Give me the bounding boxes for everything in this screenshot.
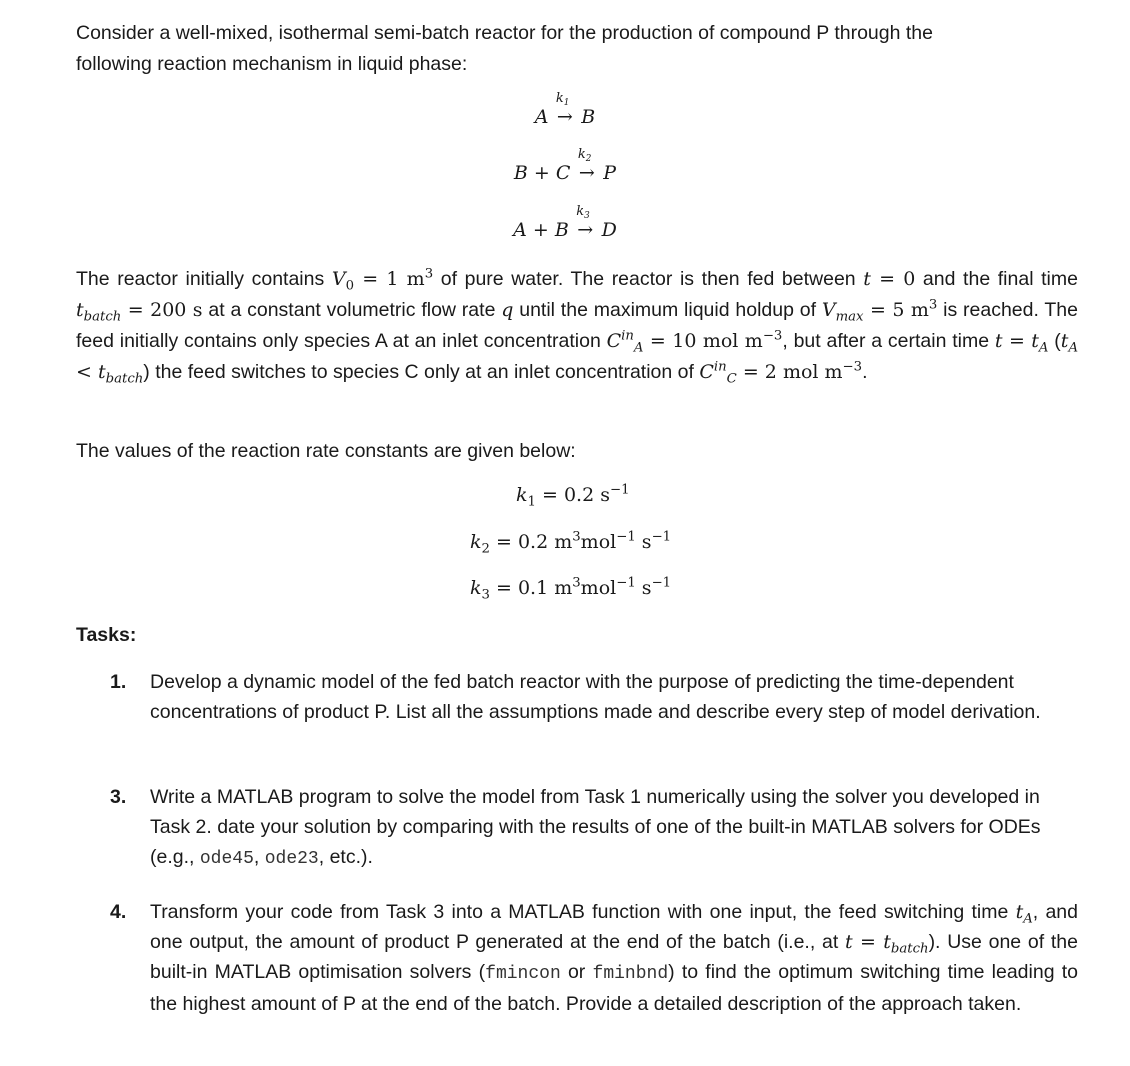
rate-constant-k3: $k_3 = 0.1$ $m^3mol^{-1}$ $s^{-1}$ xyxy=(470,575,672,603)
rates-intro: The values of the reaction rate constants are given below: xyxy=(76,440,576,462)
reaction-3: A + B $k_3$ → D xyxy=(513,204,617,241)
reaction-2: B + C $k_2$ → P xyxy=(513,147,617,184)
rate-constant-k1: $k_1 = 0.2$ $s^{-1}$ xyxy=(516,482,630,510)
reactor-description: The reactor initially contains $V_0 = 1$ $m^3$ of pure water. The reactor is then fed between t = 0 and the final time $t_{batch} = 200$ s at a constant volumetric flow rate q until the maximum liquid holdup of $V_{max} = 5$ $m^3$ is reached. The feed initially contains only species A at an inlet concentration $C^{in}_A = 10$ mol $m^{-3}$, but after a certain time $t = t_A$ $(t_A < t_{batch})$ the feed switches to species C only at an inlet concentration of $C^{in}_C = 2$ mol $m^{-3}$. xyxy=(76,266,1079,387)
intro-line-1: Consider a well-mixed, isothermal semi-batch reactor for the production of compound P through the xyxy=(76,22,933,44)
reaction-1: A $k_1$ → B xyxy=(534,91,596,128)
task-text: Develop a dynamic model of the fed batch reactor with the purpose of predicting the time-dependent concentrations of product P. List all the assumptions made and describe every step of model derivation. xyxy=(150,671,1041,723)
task-3 xyxy=(110,782,1078,874)
task-number: 4. xyxy=(110,901,127,923)
task-text: Write a MATLAB program to solve the model from Task 1 numerically using the solver you developed in Task 2. date your solution by comparing with the results of one of the built-in MATLAB solvers for ODEs (e.g., ode45, ode23, etc.). xyxy=(150,786,1041,869)
rate-constant-k2: $k_2 = 0.2$ $m^3mol^{-1}$ $s^{-1}$ xyxy=(470,529,672,557)
tasks-heading: Tasks: xyxy=(76,624,137,646)
task-text: Transform your code from Task 3 into a MATLAB function with one input, the feed switching time $t_A$, and one output, the amount of product P generated at the end of the batch (i.e., at $t = t_{batch}$). Use one of the built-in MATLAB optimisation solvers (fmincon or fminbnd) to find the optimum switching time leading to the highest amount of P at the end of the batch. Provide a detailed description of the approach taken. xyxy=(150,901,1079,1015)
task-1 xyxy=(110,667,1078,727)
task-4 xyxy=(110,897,1078,1019)
task-number: 1. xyxy=(110,671,127,693)
task-number: 3. xyxy=(110,786,127,808)
intro-line-2: following reaction mechanism in liquid phase: xyxy=(76,53,468,75)
intro-paragraph xyxy=(76,18,1078,80)
